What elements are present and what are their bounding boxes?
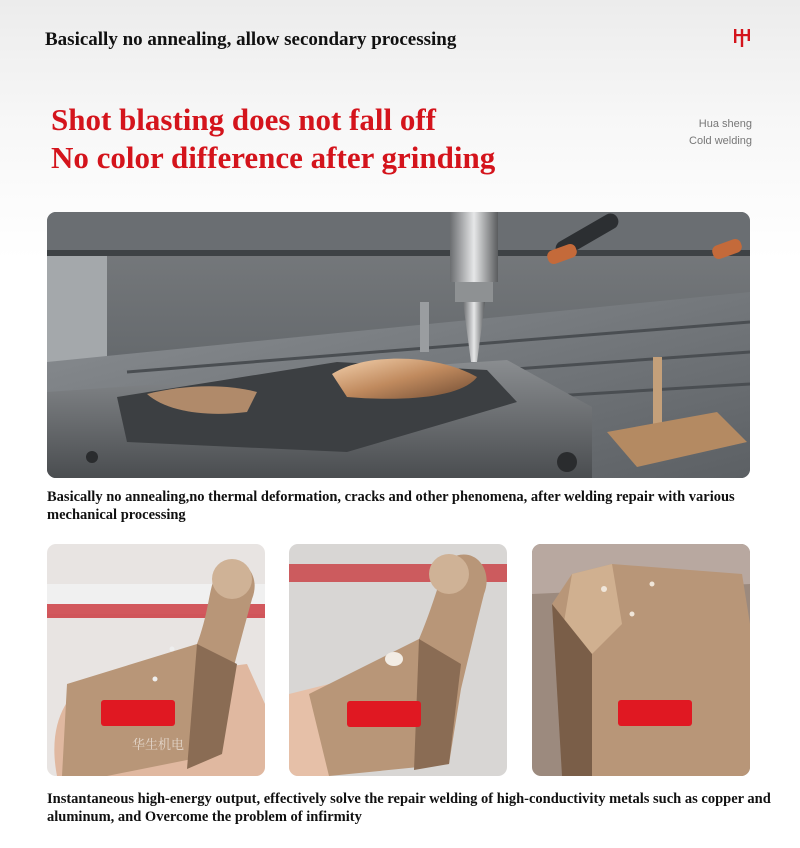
brand-tagline-product: Cold welding — [689, 135, 752, 147]
hero-caption: Basically no annealing,no thermal deformation, cracks and other phenomena, after welding repair with various mechanical processing — [47, 489, 735, 523]
sample-photo-3 — [532, 544, 750, 776]
sample-photo-2 — [289, 544, 507, 776]
samples-caption: Instantaneous high-energy output, effectively solve the repair welding of high-conductivity metals such as copper and aluminum, and Overcome the problem of infirmity — [47, 791, 771, 825]
headline-line-1: Shot blasting does not fall off — [51, 102, 436, 137]
headline-line-2: No color difference after grinding — [51, 140, 496, 175]
brand-tagline-name: Hua sheng — [698, 118, 752, 130]
watermark-text: 华生机电 — [132, 738, 185, 753]
header-title: Basically no annealing, allow secondary processing — [45, 29, 457, 50]
sample-photo-1 — [47, 544, 265, 776]
brand-logo-icon — [731, 26, 753, 48]
hero-welding-photo — [47, 212, 750, 478]
